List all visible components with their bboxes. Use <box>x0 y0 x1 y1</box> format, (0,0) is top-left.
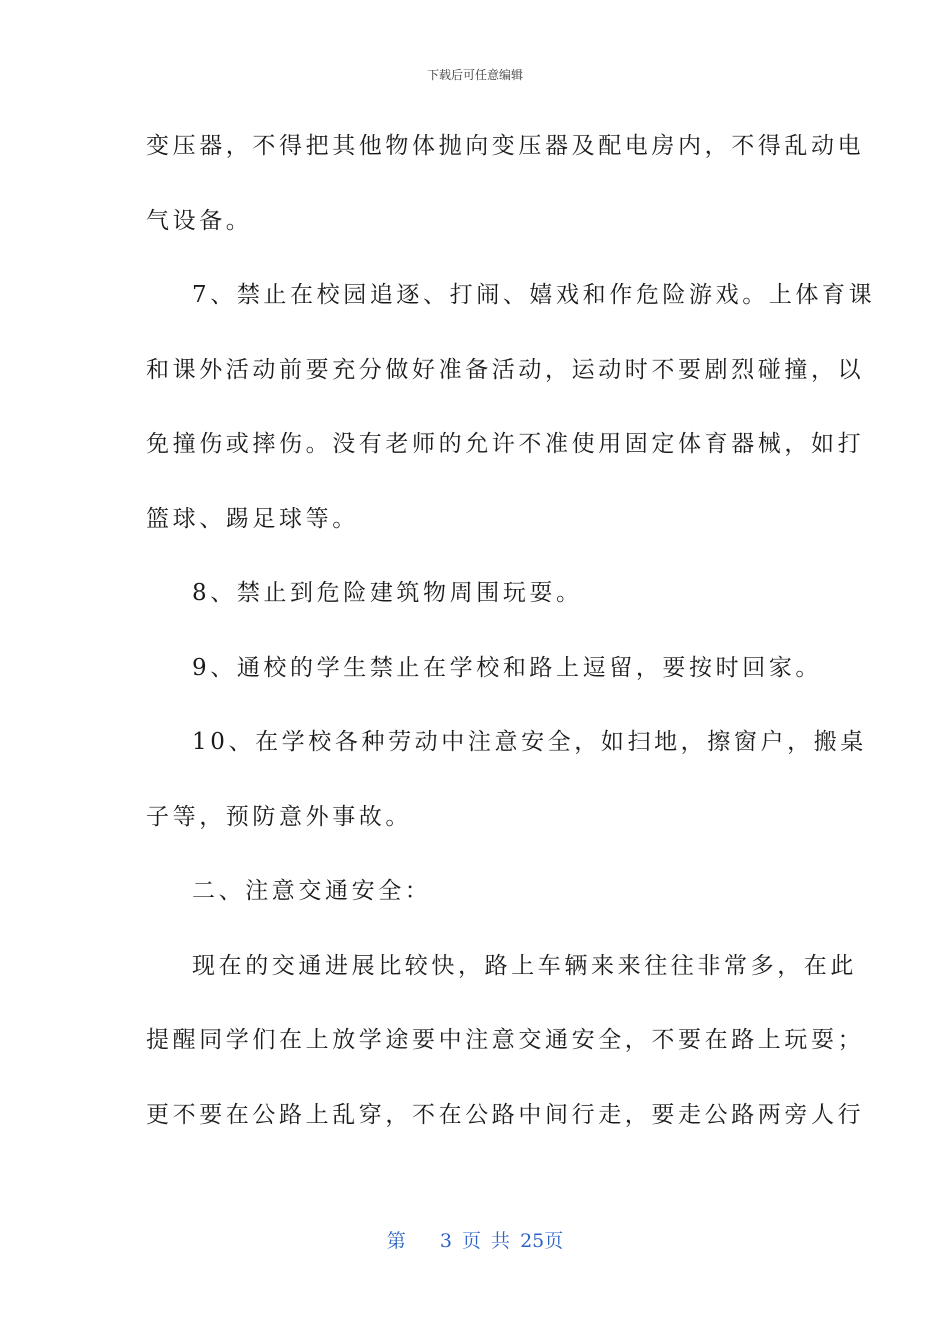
body-line: 8、禁止到危险建筑物周围玩耍。 <box>192 580 583 606</box>
footer-prefix: 第 <box>386 1230 406 1252</box>
body-line: 9、通校的学生禁止在学校和路上逗留，要按时回家。 <box>192 654 823 681</box>
footer-current-page: 3 <box>439 1230 452 1252</box>
document-body <box>146 124 876 1167</box>
footer-total-word: 共 <box>491 1230 511 1252</box>
footer-page-word: 页 <box>461 1230 481 1252</box>
body-line: 和课外活动前要充分做好准备活动，运动时不要剧烈碰撞，以 <box>146 356 865 383</box>
body-line: 现在的交通进展比较快，路上车辆来来往往非常多，在此 <box>192 952 857 979</box>
body-line: 变压器，不得把其他物体抛向变压器及配电房内，不得乱动电 <box>146 133 865 159</box>
body-line: 7、禁止在校园追逐、打闹、嬉戏和作危险游戏。上体育课 <box>192 282 876 308</box>
body-line: 二、注意交通安全： <box>192 878 432 904</box>
footer-total-pages: 25页 <box>520 1230 564 1252</box>
body-line: 篮球、踢足球等。 <box>146 505 359 532</box>
header-note: 下载后可任意编辑 <box>426 68 523 82</box>
body-line: 气设备。 <box>146 207 253 234</box>
page-footer <box>0 1226 950 1253</box>
body-line: 子等，预防意外事故。 <box>146 803 412 830</box>
body-line: 更不要在公路上乱穿，不在公路中间行走，要走公路两旁人行 <box>146 1101 865 1128</box>
body-line: 10、在学校各种劳动中注意安全，如扫地，擦窗户，搬桌 <box>192 729 867 755</box>
body-line: 提醒同学们在上放学途要中注意交通安全，不要在路上玩耍； <box>146 1027 865 1053</box>
body-line: 免撞伤或摔伤。没有老师的允许不准使用固定体育器械，如打 <box>146 431 865 457</box>
